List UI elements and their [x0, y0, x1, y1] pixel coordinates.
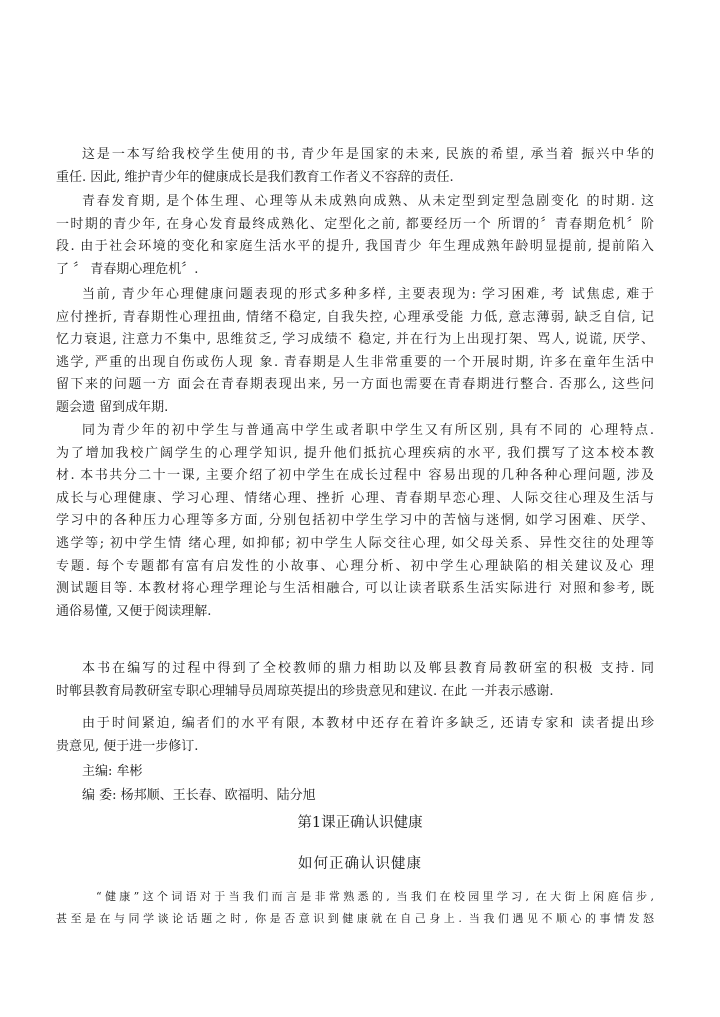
preface-paragraph: [56, 144, 654, 189]
text-line: 一时期的青少年, 在身心发育最终成熟化、定型化之前, 都要经历一个 所谓的〞青春期危机〞阶: [56, 216, 654, 232]
section-title: 如何正确认识健康: [298, 856, 422, 872]
preface-paragraph: [56, 420, 654, 623]
preface-paragraph: [56, 713, 654, 758]
editor-line: 主编: 牟彬: [82, 764, 143, 779]
text-line: 测试题目等. 本教材将心理学理论与生活相融合, 可以让读者联系生活实际进行 对照和参考, 既: [56, 581, 654, 597]
text-line: 成长与心理健康、学习心理、情绪心理、挫折 心理、青春期早恋心理、人际交往心理及生活与: [56, 490, 654, 506]
text-line: 青春发育期, 是个体生理、心理等从未成熟向成熟、从未定型到定型急剧变化 的时期. 这: [82, 194, 654, 209]
text-line: 本书在编写的过程中得到了全校教师的鼎力相助以及郸县教育局教研室的积极 支持. 同: [82, 661, 654, 676]
text-line: 题会遗 留到成年期.: [56, 399, 169, 415]
text-line: 贵意见, 便于进一步修订.: [56, 738, 199, 754]
text-line: “健康”这个词语对于当我们而言是非常熟悉的, 当我们在校园里学习, 在大街上闲庭信步,: [96, 890, 654, 903]
preface-paragraph: [56, 284, 654, 420]
lesson-paragraph: [56, 886, 654, 930]
text-line: 同为青少年的初中学生与普通高中学生或者职中学生又有所区别, 具有不同的 心理特点.: [82, 423, 654, 438]
text-line: 当前, 青少年心理健康问题表现的形式多种多样, 主要表现为: 学习困难, 考 试焦虑, 难于: [82, 287, 654, 302]
text-line: 学习中的各种压力心理等多方面, 分别包括初中学生学习中的苦恼与迷惘, 如学习困难、厌学、: [56, 513, 654, 529]
text-line: 专题. 每个专题都有富有启发性的小故事、心理分析、初中学生心理缺陷的相关建议及心 理: [56, 558, 654, 574]
text-line: 时郸县教育局教研室专职心理辅导员周琼英提出的珍贵意见和建议. 在此 一并表示感谢.: [56, 683, 554, 699]
text-line: 甚至是在与同学谈论话题之时, 你是否意识到健康就在自己身上. 当我们遇见不顺心的事情发怒: [56, 912, 654, 925]
text-line: 通俗易懂, 又便于阅读理解.: [56, 603, 212, 619]
text-line: 了 〞 青春期心理危机〞.: [56, 261, 199, 277]
text-line: 为了增加我校广阔学生的心理学知识, 提升他们抵抗心理疾病的水平, 我们撰写了这本校本教: [56, 445, 654, 461]
preface-paragraph: [56, 191, 654, 281]
text-line: 逃学等; 初中学生情 绪心理, 如抑郁; 初中学生人际交往心理, 如父母关系、异性交往的处理等: [56, 535, 654, 551]
lesson-title: 第1课正确认识健康: [297, 815, 423, 831]
preface-paragraph: [56, 658, 654, 703]
text-line: 段. 由于社会环境的变化和家庭生活水平的提升, 我国青少 年生理成熟年龄明显提前, 提前陷入: [56, 239, 654, 255]
text-line: 逃学, 严重的出现自伤或伤人现 象. 青春期是人生非常重要的一个开展时期, 许多在童年生活中: [56, 354, 654, 370]
text-line: 材. 本书共分二十一课, 主要介绍了初中学生在成长过程中 容易出现的几种各种心理问题, 涉及: [56, 468, 654, 484]
committee-line: 编 委: 杨邦顺、王长春、欧福明、陆分旭: [82, 788, 316, 803]
text-line: 忆力衰退, 注意力不集中, 思维贫乏, 学习成绩不 稳定, 并在行为上出现打架、骂人, 说谎, 厌学、: [56, 332, 654, 348]
text-line: 这是一本写给我校学生使用的书, 青少年是国家的未来, 民族的希望, 承当着 振兴中华的: [82, 147, 654, 162]
text-line: 由于时间紧迫, 编者们的水平有限, 本教材中还存在着许多缺乏, 还请专家和 读者提出珍: [82, 716, 654, 731]
text-line: 留下来的问题一方 面会在青春期表现出来, 另一方面也需要在青春期进行整合. 否那么, 这些问: [56, 377, 654, 393]
text-line: 重任. 因此, 维护青少年的健康成长是我们教育工作者义不容辞的责任.: [56, 169, 454, 185]
text-line: 应付挫折, 青春期性心理扭曲, 情绪不稳定, 自我失控, 心理承受能 力低, 意志薄弱, 缺乏自信, 记: [56, 309, 654, 325]
